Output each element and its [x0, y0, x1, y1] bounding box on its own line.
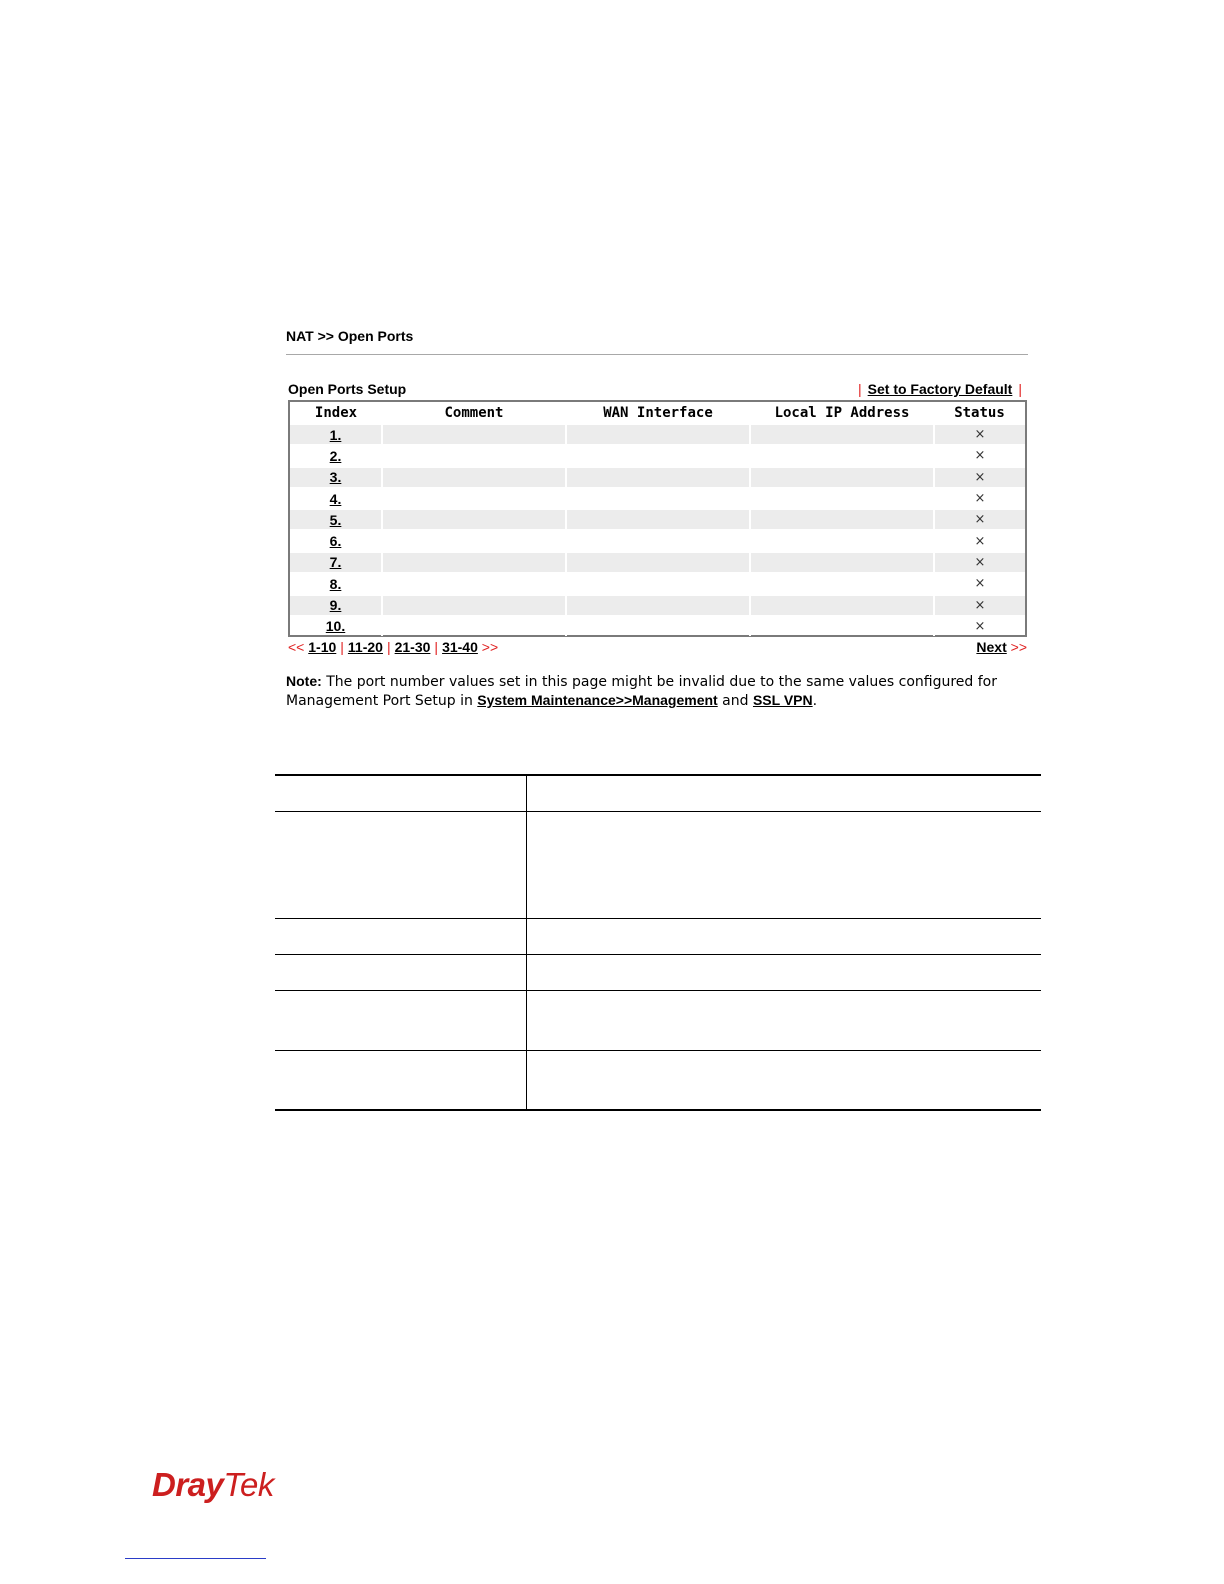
comment-cell [381, 532, 565, 551]
status-cell: × [933, 596, 1025, 615]
note-body-2: and [717, 693, 753, 709]
table-row [290, 530, 1025, 551]
wan-interface-cell [565, 532, 749, 551]
index-link[interactable]: 2. [329, 447, 342, 464]
index-link[interactable]: 7. [329, 554, 342, 571]
status-cell: × [933, 446, 1025, 465]
index-cell [290, 446, 381, 465]
local-ip-cell [749, 446, 933, 465]
local-ip-cell [749, 596, 933, 615]
desc-cell [275, 918, 527, 954]
comment-cell [381, 446, 565, 465]
index-cell [290, 596, 381, 615]
note-body-3: . [812, 693, 818, 709]
pagination-next [976, 639, 1027, 655]
status-cell: × [933, 574, 1025, 593]
local-ip-cell [749, 574, 933, 593]
table-row [290, 509, 1025, 530]
index-cell [290, 532, 381, 551]
index-link[interactable]: 8. [329, 575, 342, 592]
page-link-11-20[interactable]: 11-20 [347, 639, 383, 655]
desc-cell [527, 811, 1042, 918]
desc-cell [527, 775, 1042, 811]
section-title: Open Ports Setup [288, 381, 407, 397]
index-cell [290, 617, 381, 636]
next-arrow-left[interactable]: >> [481, 639, 499, 655]
header-index: Index [314, 405, 358, 421]
note-label: Note: [286, 673, 322, 689]
local-ip-cell [749, 553, 933, 572]
desc-cell [275, 775, 527, 811]
comment-cell [381, 425, 565, 444]
desc-cell [275, 1050, 527, 1110]
index-link[interactable]: 10. [325, 618, 346, 635]
status-cell: × [933, 617, 1025, 636]
wan-interface-cell [565, 596, 749, 615]
table-row [290, 573, 1025, 594]
local-ip-cell [749, 489, 933, 508]
desc-cell [275, 990, 527, 1050]
header-status: Status [954, 405, 1005, 421]
ssl-vpn-link[interactable]: SSL VPN [752, 692, 813, 708]
desc-cell [275, 954, 527, 990]
table-header [290, 402, 1025, 424]
comment-cell [381, 596, 565, 615]
local-ip-cell [749, 425, 933, 444]
pagination [288, 639, 1027, 659]
status-cell: × [933, 553, 1025, 572]
breadcrumb-divider [286, 354, 1028, 355]
local-ip-cell [749, 468, 933, 487]
table-row [290, 552, 1025, 573]
desc-cell [527, 990, 1042, 1050]
table-row [290, 616, 1025, 637]
index-cell [290, 468, 381, 487]
table-row [290, 467, 1025, 488]
open-ports-table [288, 400, 1027, 637]
index-cell [290, 425, 381, 444]
page-link-31-40[interactable]: 31-40 [442, 639, 478, 655]
factory-default-area [852, 381, 1028, 397]
next-link[interactable]: Next [976, 639, 1007, 655]
status-cell: × [933, 510, 1025, 529]
next-arrow[interactable]: >> [1010, 639, 1027, 655]
status-cell: × [933, 425, 1025, 444]
status-cell: × [933, 468, 1025, 487]
wan-interface-cell [565, 468, 749, 487]
index-cell [290, 510, 381, 529]
index-link[interactable]: 3. [329, 469, 342, 486]
desc-cell [275, 811, 527, 918]
header-wan-interface: WAN Interface [603, 405, 713, 421]
comment-cell [381, 468, 565, 487]
index-cell [290, 489, 381, 508]
draytek-logo: DrayTek [152, 1466, 274, 1503]
header-local-ip: Local IP Address [774, 405, 910, 421]
local-ip-cell [749, 532, 933, 551]
table-row [290, 594, 1025, 615]
status-cell: × [933, 489, 1025, 508]
prev-arrow[interactable]: << [288, 639, 305, 655]
wan-interface-cell [565, 489, 749, 508]
wan-interface-cell [565, 553, 749, 572]
index-cell [290, 574, 381, 593]
index-link[interactable]: 5. [329, 511, 342, 528]
page-link-1-10[interactable]: 1-10 [308, 639, 337, 655]
table-row [290, 445, 1025, 466]
system-maintenance-link[interactable]: System Maintenance>>Management [477, 692, 718, 708]
header-comment: Comment [444, 405, 504, 421]
local-ip-cell [749, 510, 933, 529]
local-ip-cell [749, 617, 933, 636]
index-link[interactable]: 1. [329, 426, 342, 443]
wan-interface-cell [565, 510, 749, 529]
comment-cell [381, 574, 565, 593]
breadcrumb: NAT >> Open Ports [286, 328, 414, 344]
separator: | [1018, 381, 1022, 397]
index-cell [290, 553, 381, 572]
description-table [275, 774, 1041, 1111]
desc-cell [527, 954, 1042, 990]
comment-cell [381, 510, 565, 529]
comment-cell [381, 553, 565, 572]
note-text [286, 672, 1046, 710]
page-link-21-30[interactable]: 21-30 [394, 639, 431, 655]
separator: | [858, 381, 862, 397]
wan-interface-cell [565, 425, 749, 444]
footer-rule [125, 1558, 266, 1559]
set-factory-default-link[interactable]: Set to Factory Default [867, 381, 1013, 397]
wan-interface-cell [565, 574, 749, 593]
comment-cell [381, 489, 565, 508]
comment-cell [381, 617, 565, 636]
index-link[interactable]: 9. [329, 597, 342, 614]
status-cell: × [933, 532, 1025, 551]
table-row [290, 488, 1025, 509]
index-link[interactable]: 4. [329, 490, 342, 507]
wan-interface-cell [565, 446, 749, 465]
pagination-pages: << 1-10 | 11-20 | 21-30 | 31-40 >> [288, 639, 499, 655]
index-link[interactable]: 6. [329, 533, 342, 550]
wan-interface-cell [565, 617, 749, 636]
desc-cell [527, 1050, 1042, 1110]
note-body-1: The port number values set in this page might be invalid due to the same values configured for Management Port Setup in [286, 674, 998, 709]
desc-cell [527, 918, 1042, 954]
table-row [290, 424, 1025, 445]
